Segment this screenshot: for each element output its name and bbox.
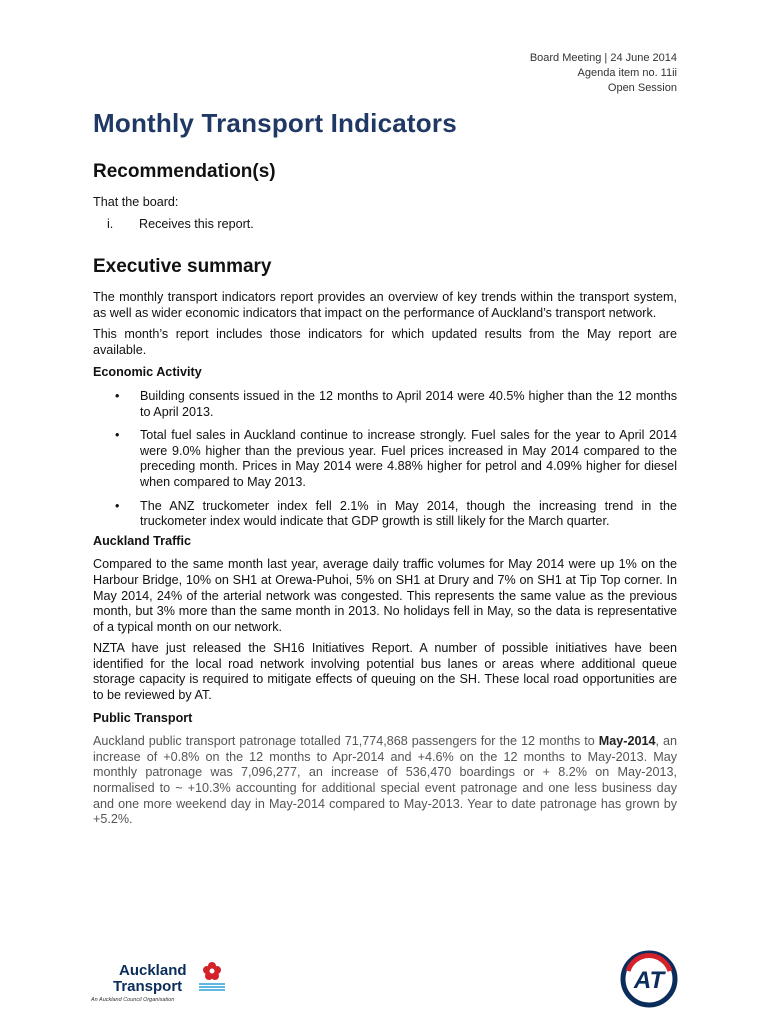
- logo-word-transport: Transport: [113, 978, 183, 995]
- economic-bullet-text: Building consents issued in the 12 months to April 2014 were 40.5% higher than the 12 months to April 2013.: [140, 388, 677, 419]
- economic-activity-heading: Economic Activity: [93, 365, 202, 380]
- economic-bullet-text: The ANZ truckometer index fell 2.1% in May 2014, though the increasing trend in the truckometer index would indicate that GDP growth is still likely for the March quarter.: [140, 498, 677, 529]
- economic-bullet-text: Total fuel sales in Auckland continue to increase strongly. Fuel sales for the year to April 2014 were 9.0% higher than the previous year. Fuel prices increased in May 2014 compared to the preceding month. Prices in May 2014 were 4.88% higher for petrol and 4.09% higher for diesel when compared to May 2013.: [140, 428, 677, 489]
- summary-paragraph-1: The monthly transport indicators report provides an overview of key trends within the transport system, as well as wider economic indicators that impact on the performance of Auckland’s transport network.: [93, 290, 677, 320]
- header-meta: [530, 51, 677, 96]
- pohutukawa-flower-icon: [203, 962, 221, 980]
- session-type: Open Session: [607, 82, 677, 94]
- recommendation-heading: Recommendation(s): [93, 161, 276, 182]
- traffic-paragraph-1: Compared to the same month last year, average daily traffic volumes for May 2014 were up 1% on the Harbour Bridge, 10% on SH1 at Orewa-Puhoi, 5% on SH1 at Drury and 7% on SH1 at Tip Top corner. In May 2014, 24% of the arterial network was congested. This represents the same value as the previous month, but 3% more than the same month in 2013. No holidays fell in May, so the data is representative of a typical month on our network.: [93, 557, 677, 634]
- auckland-transport-logo: [91, 958, 231, 1004]
- meeting-date: Board Meeting | 24 June 2014: [529, 52, 677, 64]
- pt-text-part-3: , an increase of +0.8% on the 12 months to Apr-2014 and +4.6% on the 12 months to May-2013. May monthly patronage was 7,096,277, an increase of 536,470 boardings or + 8.2% on May-2013, normalised to ~ +10.3% accounting for additional special event patronage and one less business day and one more weekend day in May-2014 compared to May-2013. Year to date patronage has grown by +5.2%.: [93, 734, 677, 827]
- logo-word-auckland: Auckland: [119, 962, 187, 979]
- at-logo-text: AT: [633, 967, 665, 994]
- public-transport-heading: Public Transport: [93, 710, 193, 725]
- logo-waves-icon: [199, 984, 225, 990]
- traffic-paragraph-2: NZTA have just released the SH16 Initiatives Report. A number of possible initiatives have been identified for the local road network involving potential bus lanes or areas where additional queue storage capacity is required to mitigate effects of queuing on the SH. These local road opportunities are to be reviewed by AT.: [93, 641, 677, 703]
- executive-summary-heading: Executive summary: [93, 256, 272, 277]
- recommendation-list: [93, 217, 677, 233]
- bullet-icon: •: [115, 498, 120, 513]
- bullet-icon: •: [115, 428, 120, 443]
- public-transport-paragraph: [93, 734, 677, 828]
- pt-text-part-2: May-2014: [598, 734, 656, 749]
- auckland-traffic-heading: Auckland Traffic: [93, 533, 191, 548]
- pt-text-part-1: Auckland public transport patronage totalled 71,774,868 passengers for the 12 months to: [93, 734, 599, 749]
- agenda-item: Agenda item no. 11ii: [577, 67, 677, 79]
- logo-tagline: An Auckland Council Organisation: [91, 997, 175, 1003]
- economic-activity-list: [93, 389, 677, 530]
- executive-summary-body: [93, 290, 677, 828]
- economic-bullet: [93, 389, 677, 420]
- page-title: Monthly Transport Indicators: [93, 108, 457, 138]
- recommendation-intro: That the board:: [93, 195, 179, 209]
- at-roundel-logo: [620, 950, 678, 1008]
- recommendation-section: [93, 195, 677, 232]
- recommendation-number: i.: [107, 216, 114, 231]
- recommendation-item: [93, 217, 677, 233]
- summary-paragraph-2: This month’s report includes those indicators for which updated results from the May report are available.: [93, 327, 677, 357]
- bullet-icon: •: [115, 388, 120, 403]
- recommendation-text: Receives this report.: [139, 216, 254, 231]
- economic-bullet: [93, 428, 677, 490]
- economic-bullet: [93, 499, 677, 530]
